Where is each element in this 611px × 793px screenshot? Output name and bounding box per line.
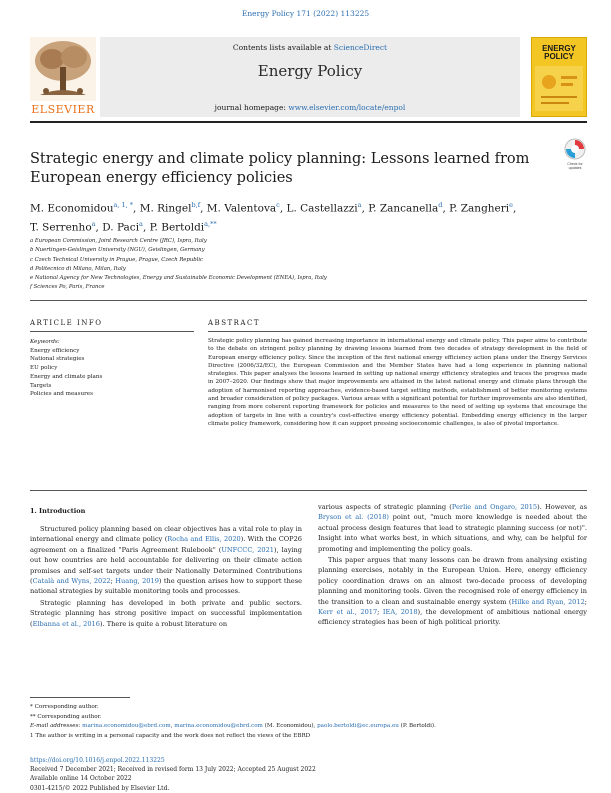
- svg-text:Check for: Check for: [567, 162, 583, 166]
- journal-title: Energy Policy: [257, 62, 363, 80]
- text-run: ), laying out how countries are held accountable for delivering on their climate action promises and self-set targets under their Nationally Determined Contributions (: [30, 545, 302, 586]
- cover-art: [535, 66, 583, 111]
- author-affiliation-marker[interactable]: a, 1, *: [113, 201, 134, 209]
- author-name[interactable]: P. Bertoldi: [149, 221, 205, 233]
- text-run: ), the development of ambitious national energy efficiency strategies has been of high political priority.: [318, 608, 587, 627]
- text-run: Structured policy planning based on clear objectives has a vital role to play in international energy and climate policy (: [30, 525, 302, 544]
- text-run: ). There is quite a robust literature on: [99, 619, 228, 628]
- section-divider: [30, 300, 587, 301]
- affiliation-item: e National Agency for New Technologies, Energy and Sustainable Economic Development (ENEA), Ispra, Italy: [30, 275, 327, 282]
- email-link[interactable]: marina.economidou@ebrd.com: [174, 723, 263, 730]
- citation-link[interactable]: Kerr et al., 2017: [318, 608, 378, 617]
- affiliation-item: a European Commission, Joint Research Centre (JRC), Ispra, Italy: [30, 238, 207, 244]
- author-affiliation-marker[interactable]: d: [438, 201, 443, 209]
- paragraph: [30, 598, 302, 629]
- text-run: ;: [584, 597, 587, 606]
- text-run: (P. Bertoldi).: [398, 723, 436, 730]
- check-for-updates-icon[interactable]: [563, 138, 587, 172]
- affiliation-item: c Czech Technical University in Prague, Prague, Czech Republic: [30, 256, 203, 263]
- abstract-rule: [208, 331, 587, 332]
- paragraph: [318, 555, 587, 628]
- author-list: M. Economidou$^{a, 1, *}$, M. Ringel$^{b,f}$, M. Valentova$^c$, L. Castellazzi$^a$, P. Zancanella$^d$, P. Zangheri$^e$, T. Serrenho$^a$, D. Paci$^a$, P. Bertoldi$^{a,**}$: [30, 201, 517, 233]
- author-name[interactable]: P. Zangheri: [449, 202, 510, 215]
- footnote-rule: [30, 697, 130, 698]
- citation-link[interactable]: Huang, 2019: [115, 577, 159, 586]
- citation-link[interactable]: Rocha and Ellis, 2020: [167, 535, 241, 544]
- sciencedirect-link[interactable]: ScienceDirect: [333, 43, 388, 52]
- email-link[interactable]: paolo.bertoldi@ec.europa.eu: [317, 723, 399, 730]
- paragraph: [30, 524, 302, 597]
- svg-text:updates: updates: [568, 166, 582, 170]
- affiliation-item: b Nuertingen-Geislingen University (NGU), Geislingen, Germany: [30, 247, 205, 254]
- keywords-label: Keywords:: [30, 339, 60, 345]
- available-online: Available online 14 October 2022: [30, 775, 132, 783]
- body-divider: [30, 490, 587, 491]
- text-run: point out, "much more knowledge is needed about the actual process design features that lead to strategic planning success (or not)". Insight into what works best, in which situations, and why, can be helpful for promoting and implementing the policy goals.: [318, 513, 587, 553]
- citation-link[interactable]: UNFCCC, 2021: [221, 545, 274, 554]
- email-label: E-mail addresses:: [30, 723, 81, 730]
- publisher-name: ELSEVIER: [31, 103, 95, 116]
- author-name[interactable]: P. Zancanella: [368, 202, 439, 215]
- text-run: (M. Economidou),: [262, 723, 318, 730]
- citation-link[interactable]: Hilke and Ryan, 2012: [511, 597, 585, 606]
- author-affiliation-marker[interactable]: a,**: [204, 219, 217, 228]
- received-dates: Received 7 December 2021; Received in revised form 13 July 2022; Accepted 25 August 2022: [30, 766, 316, 774]
- contents-line: [100, 43, 520, 52]
- article-title: Strategic energy and climate policy planning: Lessons learned from European energy efficiency policies: [30, 151, 530, 186]
- author-affiliation-marker[interactable]: b,f: [191, 201, 201, 209]
- homepage-prefix: journal homepage:: [214, 103, 289, 112]
- keyword-item: National strategies: [30, 356, 85, 363]
- text-run: This paper argues that many lessons can be drawn from analysing existing planning exercises, notably in the European Union. Here, energy efficiency policy coordination draws on an almost two-decade process of developing planning and monitoring tools. Given the recognised role of energy efficiency in the transition to a clean and sustainable energy system (: [318, 556, 587, 606]
- affiliation-item: f Sciences Po, Paris, France: [30, 284, 105, 291]
- article-info-heading: ARTICLE INFO: [30, 319, 103, 327]
- email-link[interactable]: marina.economidou@ebrd.com: [82, 723, 171, 730]
- citation-link[interactable]: Perlie and Ongaro, 2015: [451, 503, 538, 511]
- author-affiliation-marker[interactable]: a: [357, 201, 362, 209]
- author-name[interactable]: L. Castellazzi: [286, 202, 358, 215]
- footnotes: [30, 703, 587, 741]
- copyright-line: 0301-4215/© 2022 Published by Elsevier Ltd.: [30, 784, 170, 792]
- author-affiliation-marker[interactable]: a: [139, 219, 143, 228]
- text-run: ) the question arises how to support these national strategies by suitable monitoring tools and processes.: [30, 577, 302, 596]
- citation-link[interactable]: Bryson et al. (2018): [318, 513, 389, 522]
- author-affiliation-marker[interactable]: a: [91, 219, 96, 228]
- article-info-rule: [30, 331, 194, 332]
- author-name[interactable]: M. Ringel: [139, 202, 192, 215]
- keyword-item: Targets: [30, 382, 52, 389]
- abstract-text: Strategic policy planning has gained increasing importance in international energy and climate policy. This paper aims to contribute to the debate on stringent policy planning by drawing lessons learned from two decades of strategy development in the field of European energy efficiency policy. Since the inception of the first national energy efficiency action plans under the Energy Services Directive (2006/32/EC), the European Commission and the Member States have had a long experience in planning national strategies. This paper analyses the lessons learned in setting up national energy efficiency strategies and traces the progress made in 2007–2020. Our findings show that major improvements are attained in the latest national energy and climate plans through the adoption of harmonised reporting approaches, evidence-based target setting methods, establishment of better monitoring systems and broader consideration of policy packages. Various areas with a significant potential for further improvements are also identified, ranging from more coherent reporting framework for policies and measures to the need of setting up systems that encourage the adoption of targets in line with a country's cost-effective energy efficiency potential. Embedding energy efficiency in the larger climate policy framework, considering how it can support pressing socioeconomic challenges, is also of pivotal importance.: [208, 338, 587, 427]
- paragraph: [318, 502, 587, 554]
- cover-title-line-1: ENERGY: [542, 44, 576, 53]
- author-name[interactable]: T. Serrenho: [30, 221, 92, 233]
- footnote-corresponding-2: ** Corresponding author.: [30, 713, 102, 720]
- citation-link[interactable]: Elbanna et al., 2016: [32, 619, 100, 628]
- header-rule: [30, 121, 587, 123]
- keyword-item: Energy and climate plans: [30, 373, 103, 380]
- keyword-item: Energy efficiency: [30, 347, 80, 354]
- footnote-disclaimer: 1 The author is writing in a personal capacity and the work does not reflect the views of the EBRD: [30, 732, 311, 739]
- keywords-block: [30, 338, 194, 399]
- text-run: ;: [377, 608, 383, 617]
- journal-homepage: [100, 103, 520, 112]
- text-run: ). With the COP26 agreement on a finalized "Paris Agreement Rulebook" (: [30, 535, 302, 554]
- body-column-right: [318, 502, 587, 629]
- affiliation-list: [30, 237, 587, 293]
- contents-prefix: Contents lists available at: [232, 43, 334, 52]
- keyword-item: EU policy: [30, 365, 58, 372]
- abstract-heading: ABSTRACT: [208, 319, 261, 327]
- footnote-emails: E-mail addresses: marina.economidou@ebrd.com, marina.economidou@ebrd.com (M. Economidou), paolo.bertoldi@ec.europa.eu (P. Bertoldi).: [30, 723, 436, 730]
- author-affiliation-marker[interactable]: c: [276, 201, 280, 209]
- author-affiliation-marker[interactable]: e: [509, 201, 514, 209]
- body-column-left: [30, 524, 302, 630]
- keyword-item: Policies and measures: [30, 391, 93, 398]
- doi-link[interactable]: https://doi.org/10.1016/j.enpol.2022.113225: [30, 757, 165, 764]
- author-name[interactable]: D. Paci: [102, 221, 140, 233]
- cover-title: [531, 45, 587, 61]
- text-run: ). However, as: [537, 503, 588, 511]
- author-name[interactable]: M. Valentova: [206, 202, 277, 215]
- journal-reference[interactable]: Energy Policy 171 (2022) 113225: [241, 9, 370, 18]
- footnote-corresponding-1: * Corresponding author.: [30, 704, 99, 710]
- affiliation-item: d Politecnico di Milano, Milan, Italy: [30, 265, 126, 272]
- text-run: various aspects of strategic planning (: [318, 503, 452, 511]
- citation-link[interactable]: IEA, 2018: [382, 608, 418, 617]
- section-heading-introduction: 1. Introduction: [30, 507, 86, 515]
- citation-link[interactable]: Català and Wyns, 2022: [32, 577, 111, 586]
- author-name[interactable]: M. Economidou: [30, 202, 114, 215]
- homepage-link[interactable]: www.elsevier.com/locate/enpol: [288, 103, 406, 112]
- text-run: Strategic planning has developed in both private and public sectors. Strategic planning has strong positive impact on successful implementation (: [30, 598, 302, 628]
- cover-title-line-2: POLICY: [544, 52, 574, 61]
- publication-info: [30, 756, 587, 793]
- text-run: ;: [110, 577, 116, 586]
